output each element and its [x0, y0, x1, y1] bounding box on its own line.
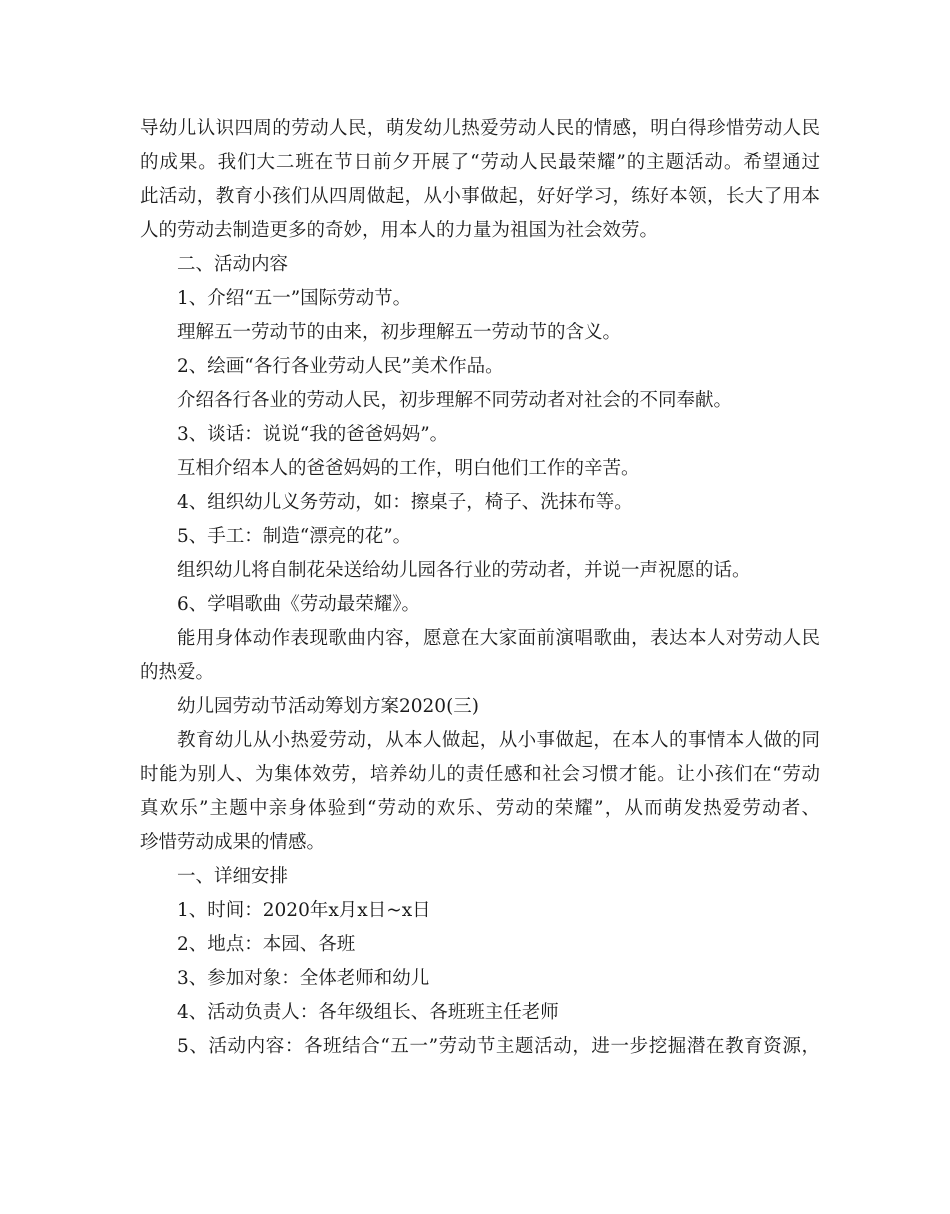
text-line: 真欢乐”主题中亲身体验到“劳动的欢乐、劳动的荣耀”，从而萌发热爱劳动者、: [140, 798, 820, 819]
text-line: 幼儿园劳动节活动筹划方案2020(三): [177, 696, 480, 717]
text-line: 的成果。我们大二班在节日前夕开展了“劳动人民最荣耀”的主题活动。希望通过: [140, 152, 820, 173]
document-body: [140, 112, 820, 1064]
text-line: 6、学唱歌曲《劳动最荣耀》。: [177, 594, 421, 615]
text-line: 导幼儿认识四周的劳动人民，萌发幼儿热爱劳动人民的情感，明白得珍惜劳动人民: [140, 118, 820, 139]
text-line: 介绍各行各业的劳动人民，初步理解不同劳动者对社会的不同奉献。: [177, 390, 733, 411]
text-line: 1、时间：2020年x月x日~x日: [177, 900, 431, 921]
text-line: 3、参加对象：全体老师和幼儿: [177, 968, 430, 989]
text-line: 人的劳动去制造更多的奇妙，用本人的力量为祖国为社会效劳。: [140, 220, 659, 241]
text-line: 5、活动内容：各班结合“五一”劳动节主题活动，进一步挖掘潜在教育资源，: [177, 1036, 820, 1057]
text-line: 互相介绍本人的爸爸妈妈的工作，明白他们工作的辛苦。: [177, 458, 640, 479]
text-line: 2、绘画“各行各业劳动人民”美术作品。: [177, 356, 504, 377]
text-line: 一、详细安排: [177, 866, 289, 887]
text-line: 组织幼儿将自制花朵送给幼儿园各行业的劳动者，并说一声祝愿的话。: [177, 560, 751, 581]
text-line: 4、活动负责人：各年级组长、各班班主任老师: [177, 1002, 559, 1023]
text-line: 二、活动内容: [177, 254, 289, 275]
text-line: 1、介绍“五一”国际劳动节。: [177, 288, 412, 309]
text-line: 理解五一劳动节的由来，初步理解五一劳动节的含义。: [177, 322, 622, 343]
text-line: 此活动，教育小孩们从四周做起，从小事做起，好好学习，练好本领，长大了用本: [140, 186, 820, 207]
text-line: 2、地点：本园、各班: [177, 934, 356, 955]
text-line: 5、手工：制造“漂亮的花”。: [177, 526, 412, 547]
text-line: 教育幼儿从小热爱劳动，从本人做起，从小事做起，在本人的事情本人做的同: [177, 730, 820, 751]
text-line: 能用身体动作表现歌曲内容，愿意在大家面前演唱歌曲，表达本人对劳动人民: [177, 628, 820, 649]
text-line: 的热爱。: [140, 662, 215, 683]
text-line: 珍惜劳动成果的情感。: [140, 832, 326, 853]
text-line: 4、组织幼儿义务劳动，如：擦桌子，椅子、洗抹布等。: [177, 492, 633, 513]
text-line: 时能为别人、为集体效劳，培养幼儿的责任感和社会习惯才能。让小孩们在“劳动: [140, 764, 820, 785]
text-line: 3、谈话：说说“我的爸爸妈妈”。: [177, 424, 449, 445]
